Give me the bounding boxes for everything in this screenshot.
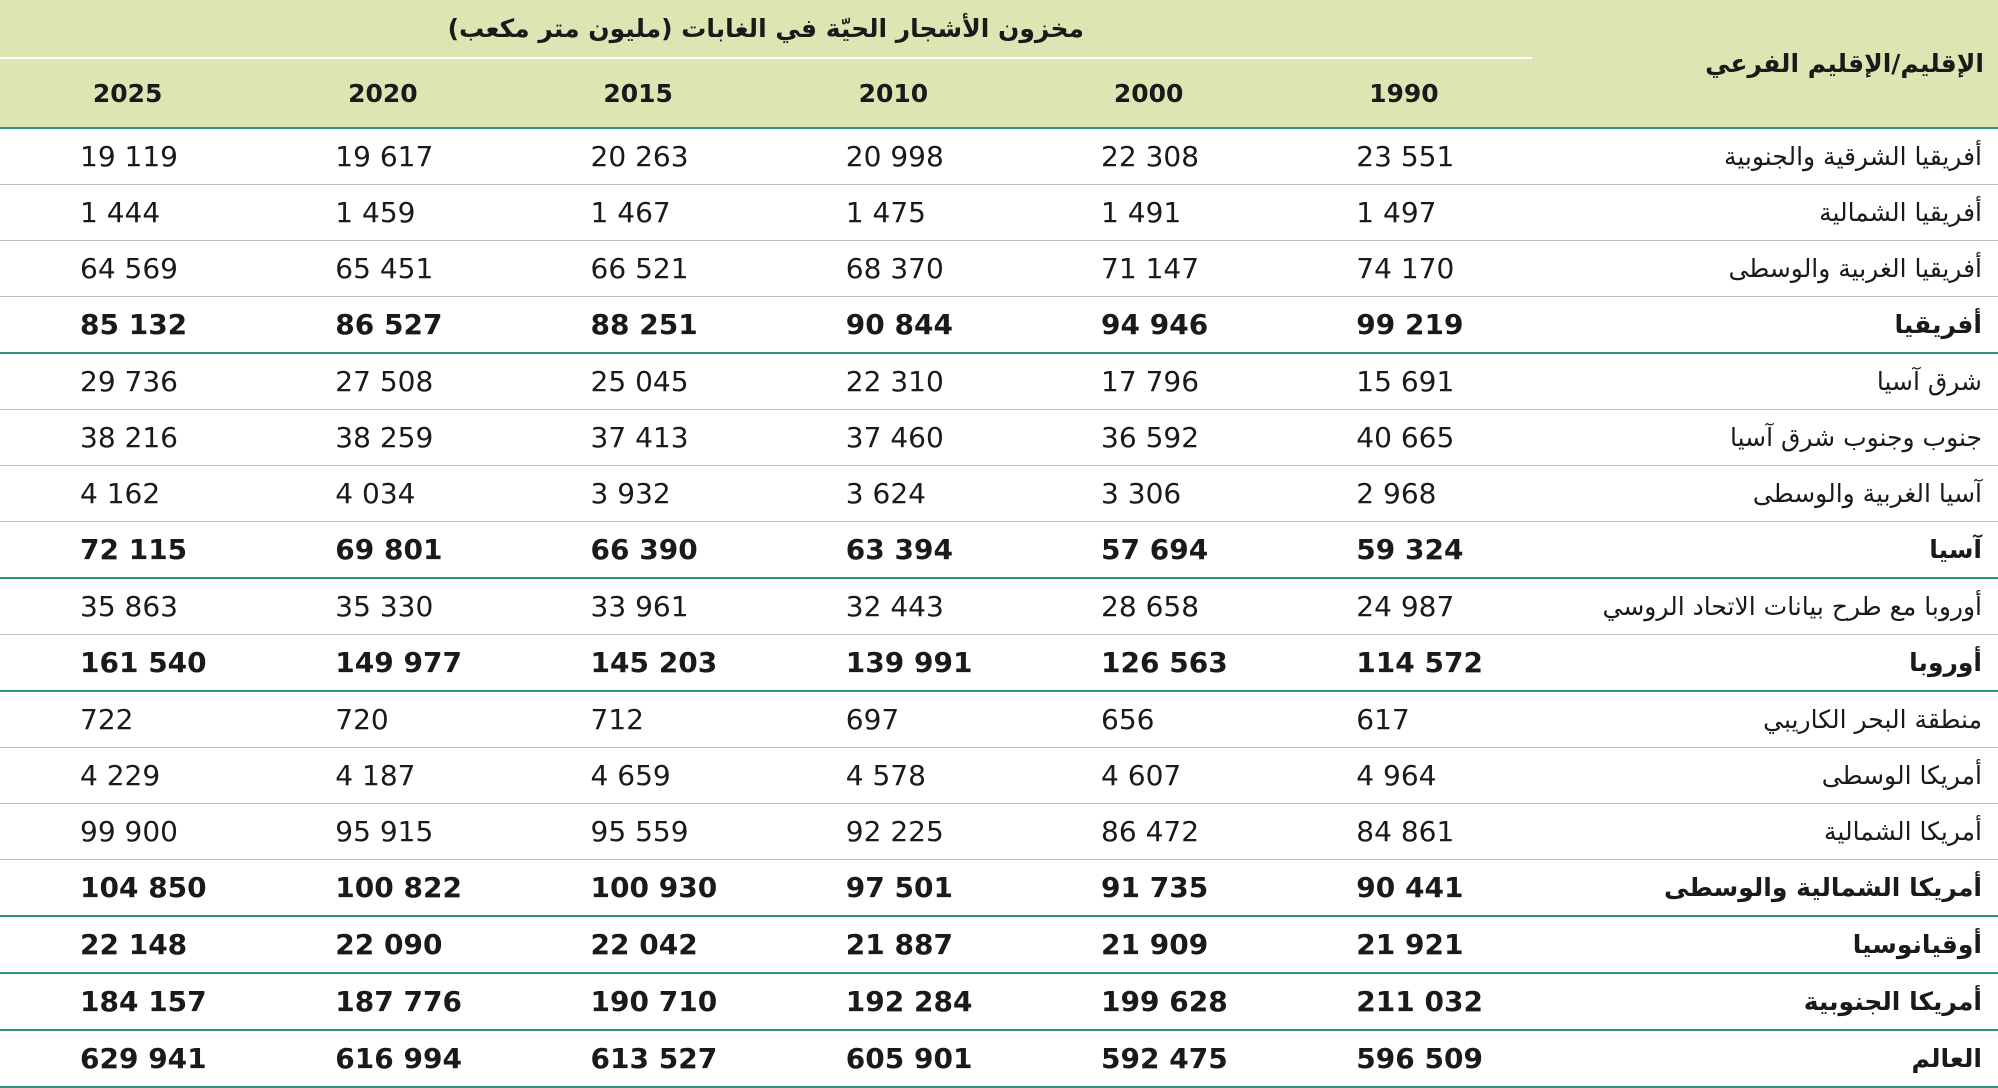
value-cell: 1 444: [0, 185, 255, 241]
region-cell: أفريقيا: [1532, 297, 1998, 354]
value-cell: 90 844: [766, 297, 1021, 354]
value-cell: 211 032: [1276, 973, 1531, 1030]
table-row-total: [0, 916, 1998, 973]
value-cell: 99 219: [1276, 297, 1531, 354]
value-cell: 1 467: [511, 185, 766, 241]
value-cell: 1 491: [1021, 185, 1276, 241]
value-cell: 4 607: [1021, 748, 1276, 804]
value-cell: 74 170: [1276, 241, 1531, 297]
region-cell: أمريكا الجنوبية: [1532, 973, 1998, 1030]
table-row: [0, 128, 1998, 185]
value-cell: 57 694: [1021, 522, 1276, 579]
value-cell: 22 148: [0, 916, 255, 973]
value-cell: 190 710: [511, 973, 766, 1030]
value-cell: 1 475: [766, 185, 1021, 241]
value-cell: 617: [1276, 691, 1531, 748]
region-column-header: الإقليم/الإقليم الفرعي: [1532, 0, 1998, 128]
value-cell: 3 624: [766, 466, 1021, 522]
value-cell: 99 900: [0, 804, 255, 860]
value-cell: 71 147: [1021, 241, 1276, 297]
value-cell: 25 045: [511, 353, 766, 410]
table-row: [0, 691, 1998, 748]
value-cell: 145 203: [511, 635, 766, 692]
value-cell: 37 460: [766, 410, 1021, 466]
value-cell: 86 472: [1021, 804, 1276, 860]
table-row: [0, 748, 1998, 804]
value-cell: 69 801: [255, 522, 510, 579]
value-cell: 629 941: [0, 1030, 255, 1087]
value-cell: 94 946: [1021, 297, 1276, 354]
table-row: [0, 804, 1998, 860]
value-cell: 33 961: [511, 578, 766, 635]
year-header: 2010: [766, 58, 1021, 128]
value-cell: 22 310: [766, 353, 1021, 410]
table-row: [0, 185, 1998, 241]
value-cell: 29 736: [0, 353, 255, 410]
value-cell: 100 930: [511, 860, 766, 917]
value-cell: 592 475: [1021, 1030, 1276, 1087]
region-cell: منطقة البحر الكاريبي: [1532, 691, 1998, 748]
value-cell: 139 991: [766, 635, 1021, 692]
value-cell: 605 901: [766, 1030, 1021, 1087]
value-cell: 23 551: [1276, 128, 1531, 185]
year-header: 1990: [1276, 58, 1531, 128]
value-cell: 40 665: [1276, 410, 1531, 466]
value-cell: 36 592: [1021, 410, 1276, 466]
value-cell: 3 306: [1021, 466, 1276, 522]
value-cell: 64 569: [0, 241, 255, 297]
value-cell: 199 628: [1021, 973, 1276, 1030]
region-cell: آسيا: [1532, 522, 1998, 579]
value-cell: 114 572: [1276, 635, 1531, 692]
value-cell: 192 284: [766, 973, 1021, 1030]
value-cell: 85 132: [0, 297, 255, 354]
value-cell: 722: [0, 691, 255, 748]
value-cell: 32 443: [766, 578, 1021, 635]
value-cell: 126 563: [1021, 635, 1276, 692]
region-cell: شرق آسيا: [1532, 353, 1998, 410]
table-row: [0, 466, 1998, 522]
value-cell: 184 157: [0, 973, 255, 1030]
table-row-total: [0, 860, 1998, 917]
table-row-total: [0, 522, 1998, 579]
value-cell: 22 308: [1021, 128, 1276, 185]
value-cell: 24 987: [1276, 578, 1531, 635]
year-header: 2015: [511, 58, 766, 128]
value-cell: 68 370: [766, 241, 1021, 297]
table-row-total: [0, 297, 1998, 354]
table-row: [0, 353, 1998, 410]
year-header: 2020: [255, 58, 510, 128]
value-cell: 92 225: [766, 804, 1021, 860]
value-cell: 149 977: [255, 635, 510, 692]
value-cell: 19 119: [0, 128, 255, 185]
value-cell: 66 521: [511, 241, 766, 297]
table-row: [0, 241, 1998, 297]
value-cell: 161 540: [0, 635, 255, 692]
value-cell: 90 441: [1276, 860, 1531, 917]
region-cell: أمريكا الشمالية: [1532, 804, 1998, 860]
value-cell: 19 617: [255, 128, 510, 185]
value-cell: 95 559: [511, 804, 766, 860]
value-cell: 1 459: [255, 185, 510, 241]
value-cell: 104 850: [0, 860, 255, 917]
value-cell: 91 735: [1021, 860, 1276, 917]
value-cell: 712: [511, 691, 766, 748]
value-cell: 59 324: [1276, 522, 1531, 579]
value-cell: 65 451: [255, 241, 510, 297]
region-cell: أوقيانوسيا: [1532, 916, 1998, 973]
value-cell: 4 187: [255, 748, 510, 804]
value-cell: 17 796: [1021, 353, 1276, 410]
value-cell: 86 527: [255, 297, 510, 354]
value-cell: 38 259: [255, 410, 510, 466]
value-cell: 97 501: [766, 860, 1021, 917]
value-cell: 4 659: [511, 748, 766, 804]
table-row: [0, 410, 1998, 466]
value-cell: 38 216: [0, 410, 255, 466]
group-column-header: مخزون الأشجار الحيّة في الغابات (مليون متر مكعب): [0, 0, 1532, 58]
value-cell: 613 527: [511, 1030, 766, 1087]
value-cell: 3 932: [511, 466, 766, 522]
value-cell: 1 497: [1276, 185, 1531, 241]
region-cell: أفريقيا الغربية والوسطى: [1532, 241, 1998, 297]
value-cell: 720: [255, 691, 510, 748]
region-cell: العالم: [1532, 1030, 1998, 1087]
value-cell: 35 863: [0, 578, 255, 635]
value-cell: 616 994: [255, 1030, 510, 1087]
value-cell: 2 968: [1276, 466, 1531, 522]
value-cell: 22 090: [255, 916, 510, 973]
region-cell: آسيا الغربية والوسطى: [1532, 466, 1998, 522]
value-cell: 4 964: [1276, 748, 1531, 804]
value-cell: 4 229: [0, 748, 255, 804]
value-cell: 88 251: [511, 297, 766, 354]
value-cell: 187 776: [255, 973, 510, 1030]
value-cell: 22 042: [511, 916, 766, 973]
table-row-total: [0, 973, 1998, 1030]
value-cell: 4 034: [255, 466, 510, 522]
value-cell: 656: [1021, 691, 1276, 748]
region-cell: أمريكا الشمالية والوسطى: [1532, 860, 1998, 917]
region-cell: أوروبا: [1532, 635, 1998, 692]
value-cell: 20 998: [766, 128, 1021, 185]
region-cell: أوروبا مع طرح بيانات الاتحاد الروسي: [1532, 578, 1998, 635]
value-cell: 20 263: [511, 128, 766, 185]
value-cell: 4 578: [766, 748, 1021, 804]
value-cell: 100 822: [255, 860, 510, 917]
value-cell: 35 330: [255, 578, 510, 635]
value-cell: 15 691: [1276, 353, 1531, 410]
value-cell: 596 509: [1276, 1030, 1531, 1087]
year-header: 2000: [1021, 58, 1276, 128]
value-cell: 63 394: [766, 522, 1021, 579]
region-cell: جنوب وجنوب شرق آسيا: [1532, 410, 1998, 466]
value-cell: 4 162: [0, 466, 255, 522]
value-cell: 66 390: [511, 522, 766, 579]
value-cell: 95 915: [255, 804, 510, 860]
table-row-total: [0, 1030, 1998, 1087]
table-row-total: [0, 635, 1998, 692]
value-cell: 72 115: [0, 522, 255, 579]
value-cell: 21 909: [1021, 916, 1276, 973]
value-cell: 28 658: [1021, 578, 1276, 635]
value-cell: 21 887: [766, 916, 1021, 973]
region-cell: أفريقيا الشمالية: [1532, 185, 1998, 241]
table-row: [0, 578, 1998, 635]
value-cell: 37 413: [511, 410, 766, 466]
region-cell: أمريكا الوسطى: [1532, 748, 1998, 804]
year-header: 2025: [0, 58, 255, 128]
value-cell: 697: [766, 691, 1021, 748]
region-cell: أفريقيا الشرقية والجنوبية: [1532, 128, 1998, 185]
table-header: [0, 0, 1998, 128]
value-cell: 21 921: [1276, 916, 1531, 973]
table-body: [0, 128, 1998, 1087]
value-cell: 27 508: [255, 353, 510, 410]
value-cell: 84 861: [1276, 804, 1531, 860]
